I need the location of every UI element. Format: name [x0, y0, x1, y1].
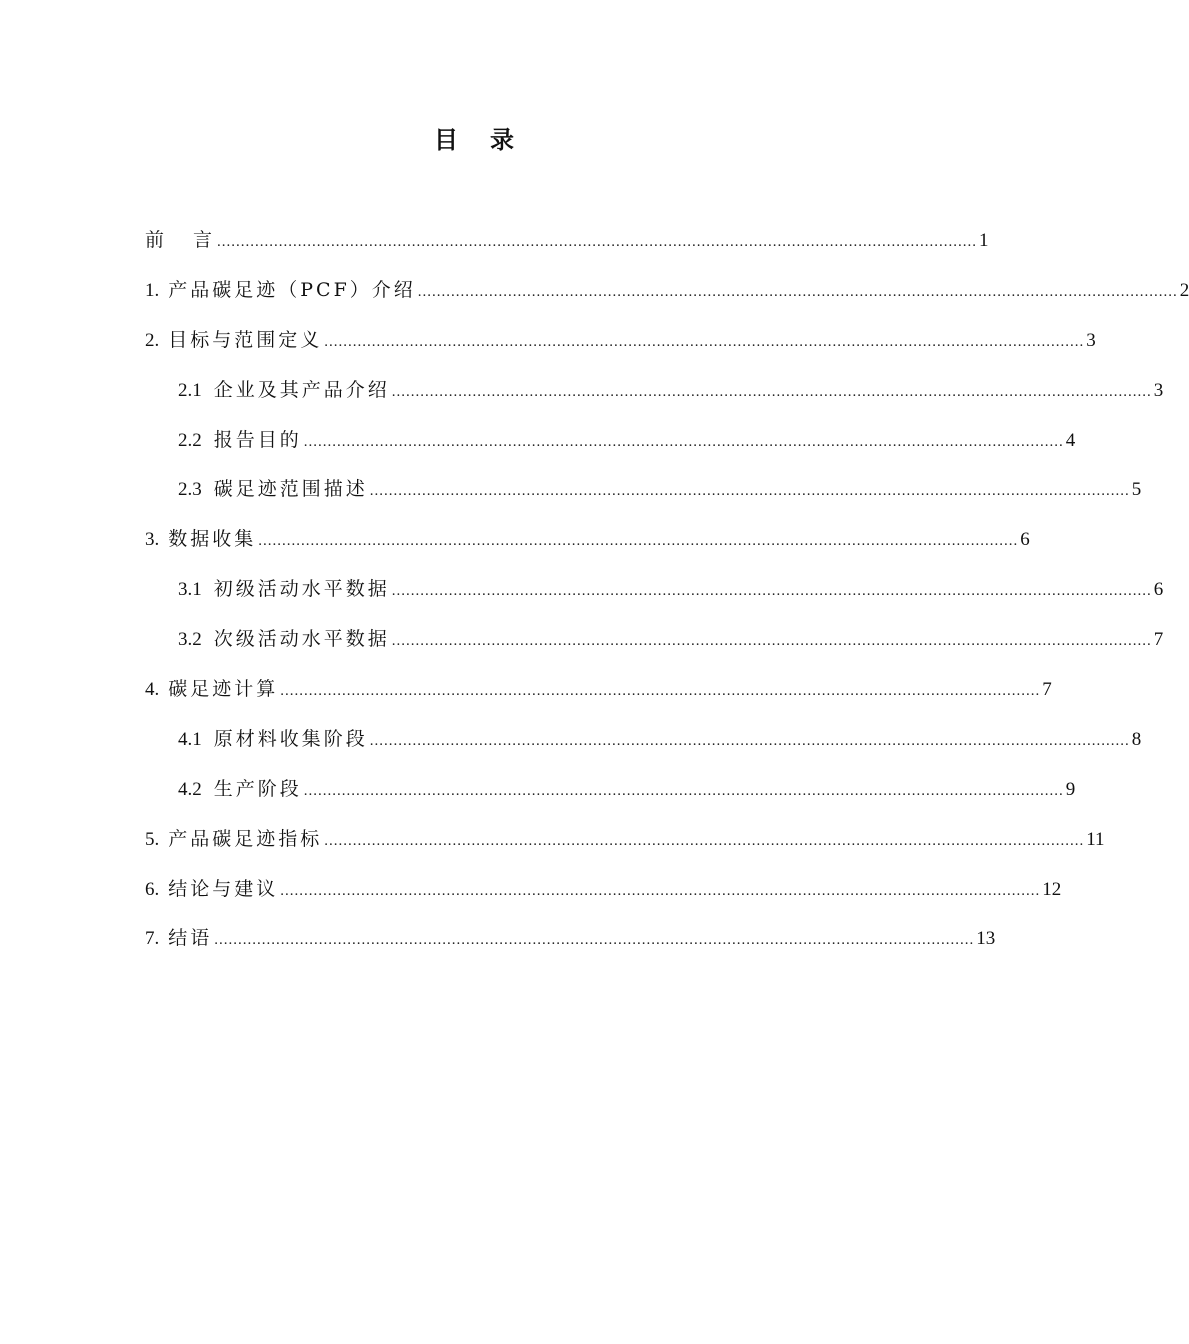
toc-entry-label: 前 言	[145, 229, 216, 251]
toc-list	[145, 222, 1189, 970]
dot-leader: ................................................................................................................................................................	[369, 732, 1130, 749]
dot-leader: ................................................................................................................................................................	[214, 932, 975, 949]
toc-entry-label: 企业及其产品介绍	[213, 378, 390, 401]
toc-entry-label: 次级活动水平数据	[213, 628, 390, 651]
dot-leader: ................................................................................................................................................................	[280, 882, 1041, 899]
toc-entry-2-2[interactable]	[145, 422, 1076, 472]
toc-entry-label: 结论与建议	[168, 877, 279, 900]
toc-page-number: 8	[1131, 728, 1142, 750]
toc-section-number: 2.	[145, 329, 160, 351]
toc-page-number: 6	[1020, 529, 1030, 551]
dot-leader: ................................................................................................................................................................	[391, 383, 1152, 400]
toc-page-number: 2	[1179, 279, 1189, 301]
toc-entry-label: 生产阶段	[213, 777, 302, 800]
toc-entry-6[interactable]	[145, 871, 1062, 921]
toc-section-number: 5.	[145, 828, 160, 850]
dot-leader: ................................................................................................................................................................	[280, 683, 1041, 700]
toc-entry-label: 初级活动水平数据	[213, 578, 390, 601]
dot-leader: ................................................................................................................................................................	[303, 782, 1064, 799]
toc-entry-4-2[interactable]	[145, 771, 1076, 821]
toc-section-number: 7.	[145, 928, 160, 950]
dot-leader: ................................................................................................................................................................	[258, 533, 1019, 550]
toc-entry-3[interactable]	[145, 521, 1030, 571]
toc-entry-4-1[interactable]	[145, 721, 1142, 771]
toc-page-number: 3	[1153, 379, 1164, 401]
toc-page-number: 6	[1153, 579, 1164, 601]
toc-page-number: 1	[979, 230, 989, 251]
toc-entry-3-2[interactable]	[145, 621, 1164, 671]
toc-entry-2-1[interactable]	[145, 372, 1164, 422]
toc-section-number: 3.2	[178, 629, 202, 651]
toc-entry-3-1[interactable]	[145, 571, 1164, 621]
toc-page-number: 13	[976, 928, 996, 950]
toc-section-number: 3.1	[178, 579, 202, 601]
toc-page-number: 7	[1153, 629, 1164, 651]
dot-leader: ................................................................................................................................................................	[303, 433, 1064, 450]
toc-entry-label: 结语	[168, 927, 213, 950]
toc-entry-label: 产品碳足迹（PCF）介绍	[168, 278, 416, 301]
toc-page-number: 7	[1042, 679, 1052, 701]
toc-title	[0, 122, 950, 158]
toc-entry-1[interactable]	[145, 272, 1189, 322]
toc-section-number: 4.2	[178, 778, 202, 800]
toc-page-number: 5	[1131, 479, 1142, 501]
toc-page-number: 12	[1042, 878, 1062, 900]
toc-section-number: 2.3	[178, 479, 202, 501]
toc-entry-label: 产品碳足迹指标	[168, 827, 323, 850]
toc-entry-label: 碳足迹计算	[168, 678, 279, 701]
dot-leader: ................................................................................................................................................................	[391, 633, 1152, 650]
toc-entry-5[interactable]	[145, 821, 1105, 871]
dot-leader: ................................................................................................................................................................	[324, 333, 1085, 350]
toc-title-char-1: 目	[434, 125, 460, 154]
toc-section-number: 1.	[145, 279, 160, 301]
toc-section-number: 6.	[145, 878, 160, 900]
dot-leader: ................................................................................................................................................................	[369, 483, 1130, 500]
toc-section-number: 2.1	[178, 379, 202, 401]
toc-page-number: 3	[1086, 329, 1096, 351]
dot-leader: ................................................................................................................................................................	[217, 234, 978, 250]
toc-entry-label: 碳足迹范围描述	[213, 478, 368, 501]
toc-entry-7[interactable]	[145, 920, 996, 970]
dot-leader: ................................................................................................................................................................	[417, 283, 1178, 300]
toc-entry-4[interactable]	[145, 671, 1052, 721]
toc-entry-label: 原材料收集阶段	[213, 727, 368, 750]
toc-entry-2[interactable]	[145, 322, 1096, 372]
toc-section-number: 2.2	[178, 429, 202, 451]
toc-entry-2-3[interactable]	[145, 471, 1142, 521]
toc-page-number: 11	[1086, 828, 1105, 850]
toc-title-char-2: 录	[490, 125, 516, 154]
toc-page-number: 9	[1065, 778, 1076, 800]
toc-section-number: 4.1	[178, 728, 202, 750]
toc-page-number: 4	[1065, 429, 1076, 451]
toc-entry-label: 数据收集	[168, 528, 257, 551]
toc-section-number: 3.	[145, 529, 160, 551]
toc-entry-label: 报告目的	[213, 428, 302, 451]
toc-entry-preface[interactable]	[145, 222, 989, 272]
dot-leader: ................................................................................................................................................................	[324, 832, 1085, 849]
dot-leader: ................................................................................................................................................................	[391, 583, 1152, 600]
toc-entry-label: 目标与范围定义	[168, 328, 323, 351]
toc-section-number: 4.	[145, 679, 160, 701]
